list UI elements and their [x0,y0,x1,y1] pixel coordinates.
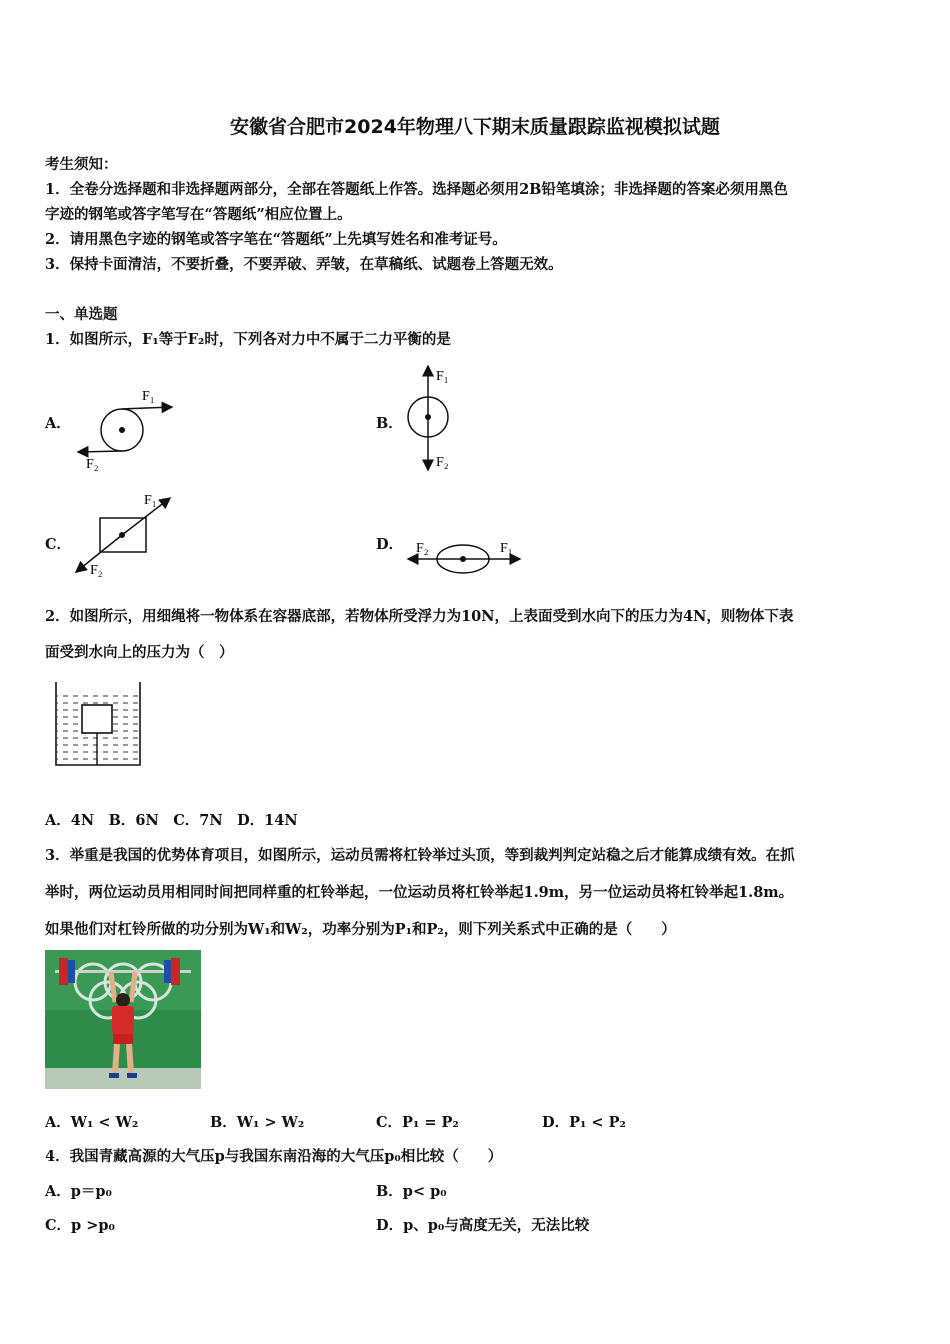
force-f1-arrow [122,407,172,409]
q1-diagram-d [404,532,526,580]
q1-option-a-label: A． [45,415,71,432]
center-dot [425,414,431,420]
q4-option-b: B．p< p₀ [376,1183,447,1200]
force-f2-label: F₂ [436,455,449,470]
pulley-axle [119,427,125,433]
q1-diagram-a [70,382,182,474]
q4-option-a: A．p＝p₀ [45,1183,112,1200]
question-1-stem: 1．如图所示，F₁等于F₂时，下列各对力中不属于二力平衡的是 [45,331,451,348]
plate-left-red [59,958,68,985]
plate-right-red [171,958,180,985]
notice-heading: 考生须知： [45,156,118,173]
question-2-stem-a: 2．如图所示，用细绳将一物体系在容器底部，若物体所受浮力为10N，上表面受到水向下的压力为4N，则物体下表 [45,608,794,625]
question-2-options: A．4N B．6N C．7N D．14N [45,812,298,829]
force-f1-label: F₁ [142,389,155,404]
q1-option-b-label: B． [376,415,403,432]
plate-left-blue [68,960,75,983]
force-f2-label: F₂ [86,457,99,472]
q3-option-c: C．P₁ = P₂ [376,1114,459,1131]
force-f2-label: F₂ [90,563,103,578]
q2-container-diagram [52,678,144,770]
force-f1-label: F₁ [436,369,449,384]
q1-option-d-label: D． [376,536,404,553]
q3-option-b: B．W₁ > W₂ [210,1114,305,1131]
force-f2-arrow [78,451,122,452]
notice-line-1a: 1．全卷分选择题和非选择题两部分，全部在答题纸上作答。选择题必须用2B铅笔填涂；非选择题的答案必须用黑色 [45,181,788,198]
section-heading: 一、单选题 [45,306,118,323]
question-3-stem-a: 3．举重是我国的优势体育项目，如图所示，运动员需将杠铃举过头顶，等到裁判判定站稳之后才能算成绩有效。在抓 [45,847,795,864]
question-3-stem-b: 举时，两位运动员用相同时间把同样重的杠铃举起，一位运动员将杠铃举起1.9m，另一位运动员将杠铃举起1.8m。 [45,884,794,901]
q1-option-c-label: C． [45,536,72,553]
question-4-stem: 4．我国青藏高源的大气压p与我国东南沿海的大气压p₀相比较（ ） [45,1148,503,1165]
page-title: 安徽省合肥市2024年物理八下期末质量跟踪监视模拟试题 [230,116,720,138]
center-dot [460,556,466,562]
q3-option-d: D．P₁ < P₂ [542,1114,626,1131]
center-dot [119,532,125,538]
plate-right-blue [164,960,171,983]
q4-option-d: D．p、p₀与高度无关，无法比较 [376,1217,590,1234]
object-block [82,705,112,733]
q3-option-a: A．W₁ < W₂ [45,1114,139,1131]
force-f1-label: F₁ [500,541,513,556]
notice-line-2: 2．请用黑色字迹的钢笔或答字笔在“答题纸”上先填写姓名和准考证号。 [45,231,507,248]
weightlifter-photo [45,950,201,1089]
force-f2-label: F₂ [416,541,429,556]
notice-line-1b: 字迹的钢笔或答字笔写在“答题纸”相应位置上。 [45,206,352,223]
q4-option-c: C．p >p₀ [45,1217,115,1234]
notice-line-3: 3．保持卡面清洁，不要折叠，不要弄破、弄皱，在草稿纸、试题卷上答题无效。 [45,256,563,273]
q1-diagram-c [70,490,180,580]
question-2-stem-b: 面受到水向上的压力为（ ） [45,644,234,661]
force-f1-label: F₁ [144,493,157,508]
question-3-stem-c: 如果他们对杠铃所做的功分别为W₁和W₂，功率分别为P₁和P₂，则下列关系式中正确的是（ ） [45,921,676,938]
q1-diagram-b [400,360,466,475]
